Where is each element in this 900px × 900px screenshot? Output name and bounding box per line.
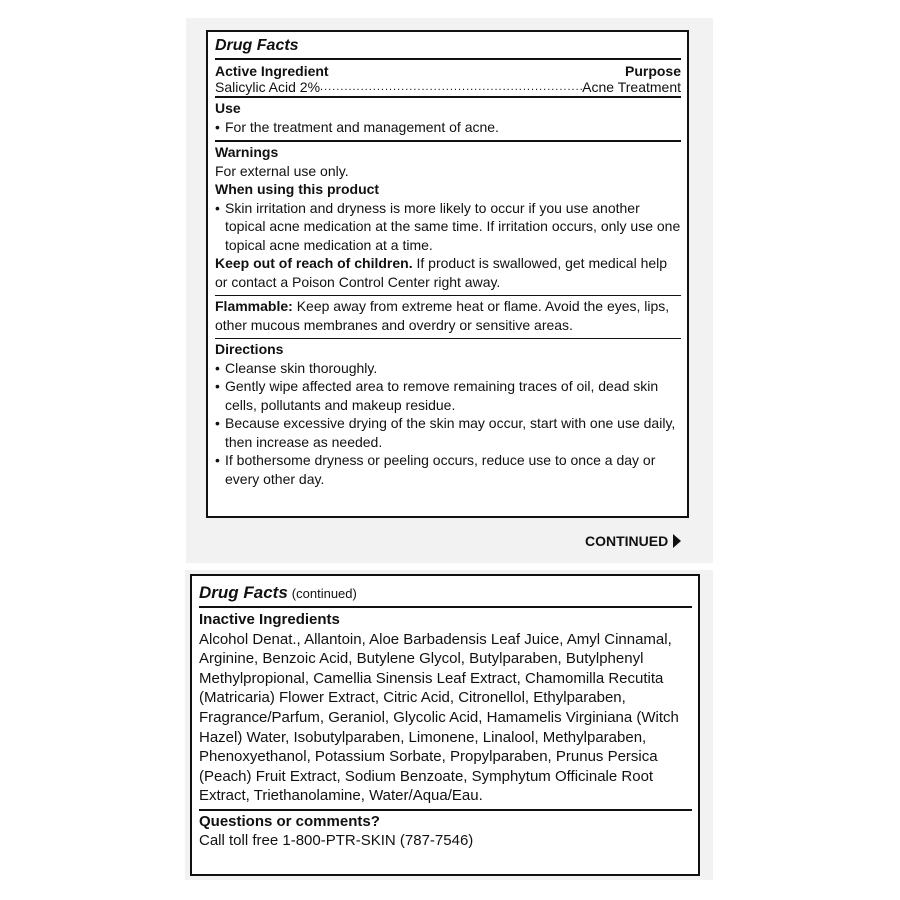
title-suffix: (continued)	[291, 586, 357, 601]
inactive-ingredients-text: Alcohol Denat., Allantoin, Aloe Barbadensis Leaf Juice, Amyl Cinnamal, Arginine, Benzoic Acid, Butylene Glycol, Butylparaben, Butylphenyl Methylpropional, Camellia Sinensis Leaf Extract, Chamomilla Recutita (Matricaria) Flower Extract, Citric Acid, Citronellol, Ethylparaben, Fragrance/Parfum, Geraniol, Glycolic Acid, Hamamelis Virginiana (Witch Hazel) Water, Isobutylparaben, Limonene, Linalool, Methylparaben, Phenoxyethanol, Potassium Sorbate, Propylparaben, Prunus Persica (Peach) Fruit Extract, Sodium Benzoate, Symphytum Officinale Root Extract, Triethanolamine, Water/Aqua/Eau.	[199, 630, 679, 805]
triangle-right-icon	[673, 534, 681, 548]
keep-out-paragraph	[215, 254, 681, 291]
continued-text: CONTINUED	[585, 533, 669, 549]
dot-leader	[320, 79, 582, 96]
inactive-ingredients-header: Inactive Ingredients	[199, 611, 340, 628]
purpose-header: Purpose	[624, 63, 681, 79]
questions-header: Questions or comments?	[199, 812, 380, 830]
directions-section	[215, 338, 681, 492]
keep-out-text: If product is swallowed, get medical help or contact a Poison Control Center right away.	[215, 255, 668, 290]
flammable-text: Keep away from extreme heat or flame. Avoid the eyes, lips, other mucous membranes and overdry or sensitive areas.	[215, 298, 670, 333]
drug-facts-title: Drug Facts	[199, 583, 288, 602]
use-header: Use	[215, 100, 241, 116]
drug-facts-continued-box	[190, 574, 700, 876]
direction-item: Gently wipe affected area to remove remaining traces of oil, dead skin cells, pollutants and makeup residue.	[225, 378, 659, 413]
keep-out-label: Keep out of reach of children.	[215, 255, 413, 271]
list-item	[215, 118, 681, 137]
flammable-label: Flammable:	[215, 298, 293, 314]
active-ingredient-name: Salicylic Acid 2%	[215, 79, 321, 95]
bullet-icon: •	[215, 378, 220, 394]
drug-facts-continued-title	[199, 576, 692, 608]
flammable-section	[215, 295, 681, 338]
use-section	[215, 96, 681, 140]
questions-section	[199, 809, 692, 850]
bullet-icon: •	[215, 118, 220, 135]
active-ingredient-header: Active Ingredient	[215, 63, 329, 79]
direction-item: If bothersome dryness or peeling occurs, reduce use to once a day or every other day.	[225, 452, 656, 487]
drug-facts-title: Drug Facts	[215, 32, 681, 60]
bullet-icon: •	[215, 415, 220, 431]
bullet-icon: •	[215, 199, 220, 216]
active-ingredient-header-row	[215, 63, 681, 79]
active-ingredient-purpose: Acne Treatment	[582, 79, 681, 95]
questions-phone: Call toll free 1-800-PTR-SKIN (787-7546)	[199, 831, 474, 849]
use-text: For the treatment and management of acne.	[225, 118, 499, 135]
drug-facts-box	[206, 30, 689, 518]
continued-label	[585, 532, 681, 550]
bullet-icon: •	[215, 452, 220, 468]
external-use-text: For external use only.	[215, 162, 349, 179]
list-item	[215, 359, 681, 378]
bullet-icon: •	[215, 359, 220, 376]
direction-item: Because excessive drying of the skin may occur, start with one use daily, then increase as needed.	[225, 415, 676, 450]
list-item	[215, 414, 681, 451]
directions-header: Directions	[215, 341, 284, 357]
warnings-header: Warnings	[215, 144, 279, 160]
inactive-ingredients-section	[199, 608, 692, 809]
list-item	[215, 451, 681, 488]
list-item	[215, 199, 681, 255]
active-ingredient-row	[215, 79, 681, 96]
list-item	[215, 377, 681, 414]
when-using-header: When using this product	[215, 181, 380, 197]
warnings-section	[215, 140, 681, 295]
direction-item: Cleanse skin thoroughly.	[225, 359, 378, 376]
when-using-text: Skin irritation and dryness is more likely to occur if you use another topical acne medication at the same time. If irritation occurs, only use one topical acne medication at a time.	[225, 199, 681, 253]
